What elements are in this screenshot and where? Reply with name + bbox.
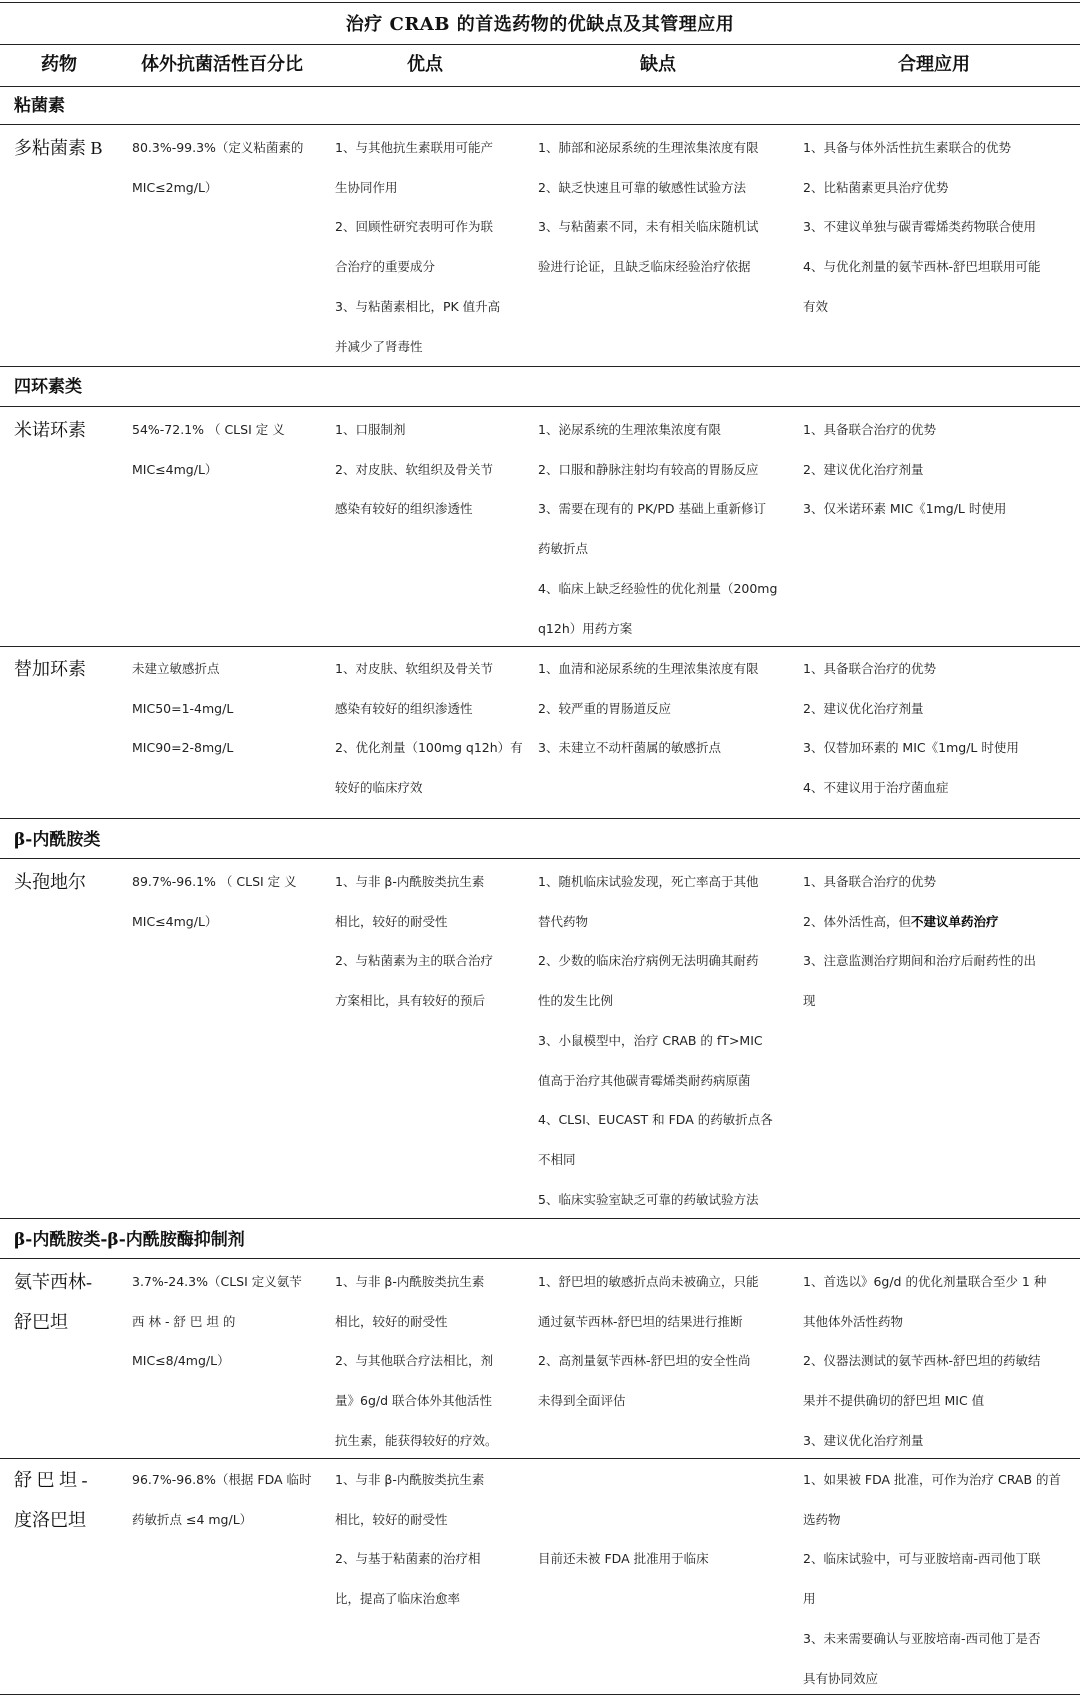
cell-line: 2、较严重的胃肠道反应 [538,700,671,716]
cell-line: 西 林 - 舒 巴 坦 的 [132,1313,236,1329]
usage-cell [803,862,1065,1021]
cell-line: 2、与粘菌素为主的联合治疗 [335,953,493,969]
usage-cell [803,1460,1065,1698]
cell-line: 1、对皮肤、软组织及骨关节 [335,661,493,676]
usage-cell [803,1262,1065,1461]
drug-name [14,410,122,450]
cell-line: 2、优化剂量（100mg q12h）有 [335,740,523,756]
category-tetracycline: 四环素类 [14,377,82,397]
cell-line: 1、具备联合治疗的优势 [803,874,936,889]
cons-cell [538,862,778,1219]
cell-line: 1、随机临床试验发现，死亡率高于其他 [538,874,759,889]
cell-line: 验进行论证，且缺乏临床经验治疗依据 [538,259,751,275]
pros-cell [335,649,523,808]
cell-line: 1、与非 β-内酰胺类抗生素 [335,1472,485,1487]
cell-line: 药敏折点 [538,541,589,557]
rule-cat3-bottom [0,858,1080,859]
cell-line [803,902,1065,942]
cell-line: 具有协同效应 [803,1670,879,1686]
cell-line: 2、建议优化治疗剂量 [803,700,924,716]
header-drug: 药物 [41,54,77,75]
drug-name-line: 度洛巴坦 [14,1510,86,1530]
drug-name [14,862,122,902]
cell-line: 2、回顾性研究表明可作为联 [335,219,493,235]
cell-line: 2、仪器法测试的氨苄西林-舒巴坦的药敏结 [803,1353,1041,1369]
category-beta-lactam: β-内酰胺类 [14,830,101,850]
pros-cell [335,128,512,366]
cell-line: MIC≤4mg/L） [132,461,218,477]
pros-cell [335,1460,512,1619]
cell-line: 并减少了肾毒性 [335,338,423,354]
drug-name [14,1460,122,1540]
cell-line: 用 [803,1591,816,1607]
cell-line: 3、未来需要确认与亚胺培南-西司他丁是否 [803,1630,1041,1646]
cons-cell [538,128,778,287]
drug-name-line: 米诺环素 [14,420,86,440]
cell-line: 目前还未被 FDA 批准用于临床 [538,1551,709,1566]
usage-cell [803,649,1065,808]
cell-line: 1、口服制剂 [335,422,406,437]
cell-line: 通过氨苄西林-舒巴坦的结果进行推断 [538,1313,743,1329]
cell-line: 2、口服和静脉注射均有较高的胃肠反应 [538,461,759,477]
cell-line: MIC90=2-8mg/L [132,740,234,756]
drug-name [14,1262,122,1342]
cell-line: 80.3%-99.3%（定义粘菌素的 [132,140,304,155]
cell-line: 有效 [803,298,829,314]
cell-line: 2、少数的临床治疗病例无法明确其耐药 [538,953,759,969]
cell-line: 2、比粘菌素更具治疗优势 [803,179,949,195]
cell-line: 2、建议优化治疗剂量 [803,461,924,477]
cell-line: 1、泌尿系统的生理浓集浓度有限 [538,422,721,437]
cell-line: 3、与粘菌素不同，未有相关临床随机试 [538,219,759,235]
cell-line: 3、与粘菌素相比，PK 值升高 [335,298,501,314]
table-title: 治疗 CRAB 的首选药物的优缺点及其管理应用 [345,14,735,35]
cell-line: 药敏折点 ≤4 mg/L） [132,1511,253,1527]
cell-line: 抗生素，能获得较好的疗效。 [335,1432,498,1448]
cell-line: 替代药物 [538,913,589,929]
cell-line: 96.7%-96.8%（根据 FDA 临时 [132,1472,312,1487]
cell-line: 2、与基于粘菌素的治疗相 [335,1551,481,1567]
drug-name [14,649,122,689]
cell-line: 3.7%-24.3%（CLSI 定义氨苄 [132,1274,302,1289]
usage-text: 2、体外活性高，但 [803,913,911,929]
cell-line: 54%-72.1% （ CLSI 定 义 [132,422,285,437]
activity-cell [132,1262,310,1381]
activity-cell [132,410,310,489]
cell-line: 1、如果被 FDA 批准，可作为治疗 CRAB 的首 [803,1472,1062,1487]
cons-cell [538,1262,778,1421]
cell-line: 相比，较好的耐受性 [335,913,448,929]
cell-line: 3、建议优化治疗剂量 [803,1432,924,1448]
cell-line: 3、需要在现有的 PK/PD 基础上重新修订 [538,501,767,517]
cell-line: 1、舒巴坦的敏感折点尚未被确立，只能 [538,1274,759,1289]
usage-cell [803,128,1065,327]
usage-cell [803,410,1065,529]
cell-line: 4、临床上缺乏经验性的优化剂量（200mg [538,580,778,596]
pros-cell [335,410,512,529]
cell-line: 2、临床试验中，可与亚胺培南-西司他丁联 [803,1551,1041,1567]
cons-cell [538,410,778,648]
cell-line: 较好的临床疗效 [335,780,423,796]
cell-line: 选药物 [803,1511,841,1527]
drug-name [14,128,122,168]
cell-line: 值高于治疗其他碳青霉烯类耐药病原菌 [538,1072,751,1088]
cell-line: 1、具备与体外活性抗生素联合的优势 [803,140,1011,155]
cell-line: 量》6g/d 联合体外其他活性 [335,1393,493,1409]
cell-line: 3、不建议单独与碳青霉烯类药物联合使用 [803,219,1036,235]
cell-line: MIC50=1-4mg/L [132,700,234,716]
cell-line: 1、与非 β-内酰胺类抗生素 [335,1274,485,1289]
cell-line: 感染有较好的组织渗透性 [335,700,473,716]
cell-line: 1、具备联合治疗的优势 [803,661,936,676]
rule-top [0,2,1080,3]
cell-line: 相比，较好的耐受性 [335,1313,448,1329]
category-beta-lactamase-inhibitor: β-内酰胺类-β-内酰胺酶抑制剂 [14,1230,245,1250]
activity-cell [132,649,310,768]
activity-cell [132,128,310,207]
category-polymyxin: 粘菌素 [14,96,65,116]
cell-line: 89.7%-96.1% （ CLSI 定 义 [132,874,297,889]
cell-line: 1、与其他抗生素联用可能产 [335,140,493,155]
rule-title-bottom [0,44,1080,45]
rule-cat2-bottom [0,406,1080,407]
cell-line: 3、未建立不动杆菌属的敏感折点 [538,740,721,756]
cell-line: 4、不建议用于治疗菌血症 [803,780,949,796]
cell-line: MIC≤4mg/L） [132,913,218,929]
cons-cell [538,649,778,768]
drug-name-line: 多粘菌素 B [14,138,103,158]
pros-cell [335,862,512,1021]
cell-line: MIC≤8/4mg/L） [132,1353,230,1369]
rule-cat1-bottom [0,124,1080,125]
cell-line: 1、具备联合治疗的优势 [803,422,936,437]
cell-line: 3、仅米诺环素 MIC《1mg/L 时使用 [803,501,1007,517]
cell-line: 1、首选以》6g/d 的优化剂量联合至少 1 种 [803,1274,1047,1289]
cell-line: 2、高剂量氨苄西林-舒巴坦的安全性尚 [538,1353,751,1369]
cell-line: 不相同 [538,1151,576,1167]
cell-line: 感染有较好的组织渗透性 [335,501,473,517]
cell-line: 其他体外活性药物 [803,1313,904,1329]
drug-name-line: 舒巴坦 [14,1312,68,1332]
cell-line: 3、仅替加环素的 MIC《1mg/L 时使用 [803,740,1019,756]
cell-line: 未得到全面评估 [538,1393,626,1409]
cell-line: 4、CLSI、EUCAST 和 FDA 的药敏折点各 [538,1112,773,1128]
cell-line: 1、与非 β-内酰胺类抗生素 [335,874,485,889]
header-pros: 优点 [407,54,443,75]
header-activity: 体外抗菌活性百分比 [141,54,303,75]
cell-line: 生协同作用 [335,179,398,195]
usage-emphasis: 不建议单药治疗 [910,913,999,929]
drug-name-line: 氨苄西林- [14,1272,92,1292]
cell-line: 比，提高了临床治愈率 [335,1591,461,1607]
cell-line: 1、肺部和泌尿系统的生理浓集浓度有限 [538,140,759,155]
cell-line: 未建立敏感折点 [132,661,220,676]
drug-name-line: 替加环素 [14,659,86,679]
cell-line: 1、血清和泌尿系统的生理浓集浓度有限 [538,661,759,676]
rule-header-bottom [0,86,1080,87]
cell-line: 合治疗的重要成分 [335,259,436,275]
rule-row1-bottom [0,366,1080,367]
cell-line: 现 [803,993,816,1009]
header-cons: 缺点 [640,54,676,75]
activity-cell [132,1460,310,1539]
cell-line: 2、对皮肤、软组织及骨关节 [335,461,493,477]
cell-line: q12h）用药方案 [538,620,633,636]
cell-line: 果并不提供确切的舒巴坦 MIC 值 [803,1393,985,1409]
activity-cell [132,862,310,941]
pros-cell [335,1262,512,1461]
cell-line: 3、注意监测治疗期间和治疗后耐药性的出 [803,953,1036,969]
cell-line: 性的发生比例 [538,993,614,1009]
header-usage: 合理应用 [898,54,970,75]
cell-line: 相比，较好的耐受性 [335,1511,448,1527]
cell-line: 5、临床实验室缺乏可靠的药敏试验方法 [538,1191,759,1207]
cell-line: 2、与其他联合疗法相比，剂 [335,1353,493,1369]
rule-row3-bottom [0,818,1080,819]
cell-line: 方案相比，具有较好的预后 [335,993,486,1009]
drug-name-line: 舒 巴 坦 - [14,1470,88,1490]
rule-cat4-bottom [0,1258,1080,1259]
drug-name-line: 头孢地尔 [14,872,86,892]
cell-line: 3、小鼠模型中，治疗 CRAB 的 fT>MIC [538,1032,763,1048]
cell-line: 4、与优化剂量的氨苄西林-舒巴坦联用可能 [803,259,1041,275]
cell-line: 2、缺乏快速且可靠的敏感性试验方法 [538,179,746,195]
cell-line: MIC≤2mg/L） [132,179,218,195]
cons-cell [538,1539,778,1579]
